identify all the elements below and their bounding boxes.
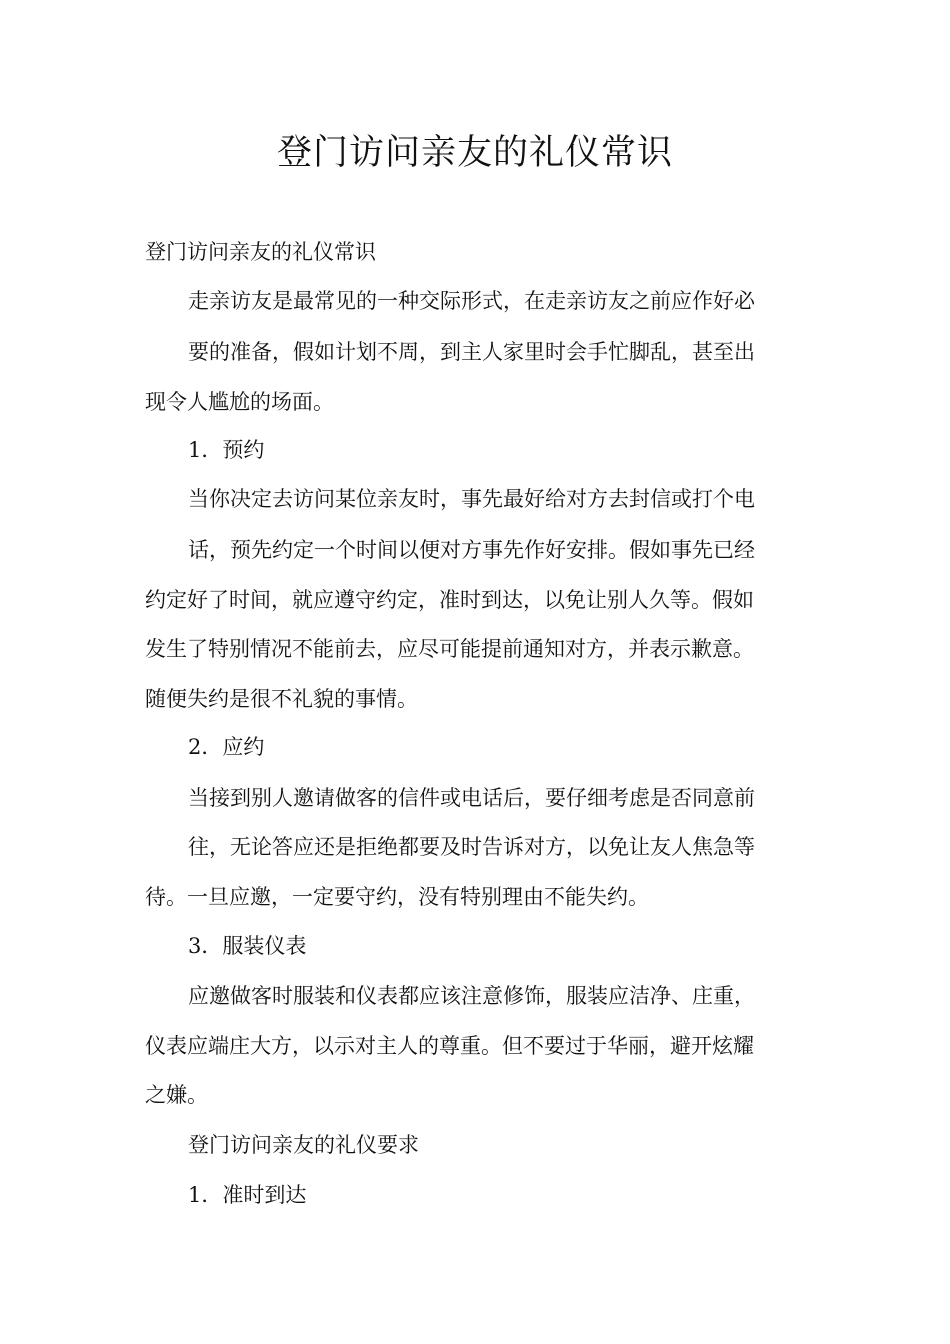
section-heading: 2．应约 xyxy=(188,735,265,759)
section-heading: 1．准时到达 xyxy=(188,1183,307,1207)
paragraph-line: 当接到别人邀请做客的信件或电话后，要仔细考虑是否同意前 xyxy=(188,786,755,810)
paragraph-line: 之嫌。 xyxy=(145,1083,208,1107)
paragraph-line: 往，无论答应还是拒绝都要及时告诉对方，以免让友人焦急等 xyxy=(188,835,755,859)
section-heading: 3．服装仪表 xyxy=(188,934,307,958)
paragraph-line: 话，预先约定一个时间以便对方事先作好安排。假如事先已经 xyxy=(188,538,755,562)
paragraph-line: 待。一旦应邀，一定要守约，没有特别理由不能失约。 xyxy=(145,885,649,909)
section-heading: 1．预约 xyxy=(188,438,265,462)
subtitle-line: 登门访问亲友的礼仪常识 xyxy=(145,240,376,264)
section-heading: 登门访问亲友的礼仪要求 xyxy=(188,1133,419,1157)
paragraph-line: 约定好了时间，就应遵守约定，准时到达，以免让别人久等。假如 xyxy=(145,588,754,612)
paragraph-line: 发生了特别情况不能前去，应尽可能提前通知对方，并表示歉意。 xyxy=(145,637,754,661)
paragraph-line: 走亲访友是最常见的一种交际形式，在走亲访友之前应作好必 xyxy=(188,289,755,313)
document-title: 登门访问亲友的礼仪常识 xyxy=(276,133,673,173)
paragraph-line: 当你决定去访问某位亲友时，事先最好给对方去封信或打个电 xyxy=(188,487,755,511)
paragraph-line: 要的准备，假如计划不周，到主人家里时会手忙脚乱，甚至出 xyxy=(188,340,755,364)
paragraph-line: 仪表应端庄大方，以示对主人的尊重。但不要过于华丽，避开炫耀 xyxy=(145,1034,754,1058)
paragraph-line: 应邀做客时服装和仪表都应该注意修饰，服装应洁净、庄重， xyxy=(188,984,755,1008)
paragraph-line: 随便失约是很不礼貌的事情。 xyxy=(145,687,418,711)
paragraph-line: 现令人尴尬的场面。 xyxy=(145,390,334,414)
